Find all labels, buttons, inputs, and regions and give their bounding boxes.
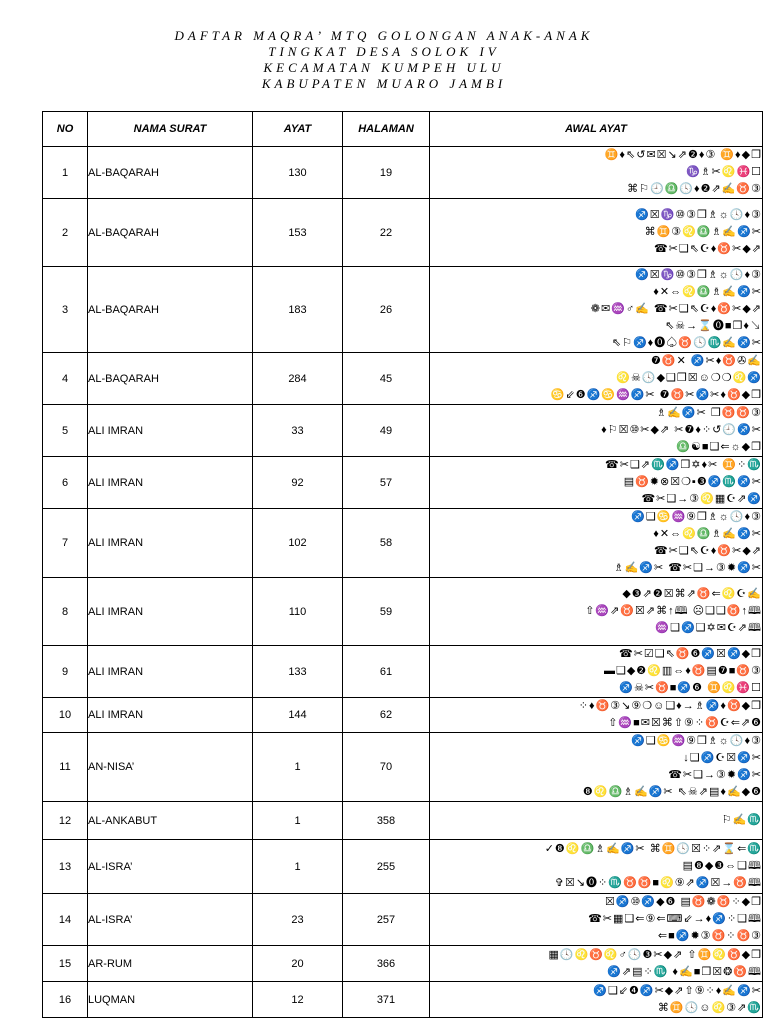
cell-halaman: 49 xyxy=(343,405,430,457)
awal-ayat-line: ☒♐⑩♐◆❻ ▤♉❁♉⁘◆❒ xyxy=(604,896,762,908)
awal-ayat-line: ⌘♊③♌♎♗✍♐✂ xyxy=(644,226,762,238)
cell-ayat: 33 xyxy=(253,405,343,457)
awal-ayat-line: ♐❑♋♒⑨❒♗☼🕓♦③ xyxy=(631,735,762,747)
cell-nama-surat: AR-RUM xyxy=(88,946,253,982)
cell-nama-surat: ALI IMRAN xyxy=(88,646,253,698)
awal-ayat-line: ⚐✍♏ xyxy=(721,814,762,826)
cell-halaman: 26 xyxy=(343,267,430,353)
cell-ayat: 133 xyxy=(253,646,343,698)
awal-ayat-line: ▤♉✹⊗☒❍▪❸♐♏♐✂ xyxy=(623,476,762,488)
cell-ayat: 183 xyxy=(253,267,343,353)
title-line-3: KECAMATAN KUMPEH ULU xyxy=(263,60,505,75)
cell-awal-ayat xyxy=(430,457,763,509)
cell-halaman: 371 xyxy=(343,982,430,1018)
awal-ayat-line: ♐❑♋♒⑨❒♗☼🕓♦③ xyxy=(631,511,762,523)
table-row xyxy=(43,802,763,840)
table-row xyxy=(43,353,763,405)
column-header-awal-ayat: AWAL AYAT xyxy=(430,112,763,147)
cell-halaman: 19 xyxy=(343,147,430,199)
cell-nama-surat: AN-NISA’ xyxy=(88,733,253,802)
cell-awal-ayat xyxy=(430,802,763,840)
awal-ayat-line: ♗✍♐✂ ☎✂❑→③✹♐✂ xyxy=(613,562,762,574)
cell-ayat: 102 xyxy=(253,509,343,578)
awal-ayat-line: ☎✂▦❑⇐⑨⇐⌨⇙→♦♐⁘❑🕮 xyxy=(588,913,762,925)
table-row xyxy=(43,698,763,733)
awal-ayat-line: ♎☯■❑⇐☼◆❒ xyxy=(676,441,762,453)
cell-halaman: 257 xyxy=(343,894,430,946)
awal-ayat-line: ⇖☠→⌛⓿■❒♦↘ xyxy=(665,320,762,332)
cell-no: 4 xyxy=(43,353,88,405)
table-body xyxy=(43,147,763,1018)
awal-ayat-line: ⇧♒⇗♉☒⇗⌘↑🕮 ☹❑❑♉↑🕮 xyxy=(585,605,762,617)
table-row xyxy=(43,405,763,457)
cell-ayat: 1 xyxy=(253,733,343,802)
cell-ayat: 153 xyxy=(253,199,343,267)
cell-nama-surat: ALI IMRAN xyxy=(88,698,253,733)
cell-ayat: 20 xyxy=(253,946,343,982)
cell-halaman: 59 xyxy=(343,578,430,646)
awal-ayat-line: ⌘♊🕓☺♌③⇗♏ xyxy=(657,1001,762,1014)
cell-halaman: 358 xyxy=(343,802,430,840)
awal-ayat-line: ♗✍♐✂ ❒♉♉③ xyxy=(656,407,762,419)
cell-no: 10 xyxy=(43,698,88,733)
cell-awal-ayat xyxy=(430,646,763,698)
awal-ayat-line: ♒❑♐❑✡✉☪⇗🕮 xyxy=(655,622,762,634)
table-row xyxy=(43,578,763,646)
table-row xyxy=(43,267,763,353)
cell-awal-ayat xyxy=(430,982,763,1018)
awal-ayat-line: ♐☒♑⑩③❒♗☼🕓♦③ xyxy=(635,269,762,281)
cell-ayat: 110 xyxy=(253,578,343,646)
awal-ayat-line: ⇖⚐♐♦⓿♤♉🕓♏✍♐✂ xyxy=(611,337,762,349)
column-header-nama-surat: NAMA SURAT xyxy=(88,112,253,147)
table-row xyxy=(43,147,763,199)
awal-ayat-line: ▤❽◆❸⇔❑🕮 xyxy=(682,860,762,872)
cell-awal-ayat xyxy=(430,698,763,733)
cell-ayat: 1 xyxy=(253,840,343,894)
awal-ayat-line: ♦✕⇔♌♎♗✍♐✂ xyxy=(653,286,762,298)
awal-ayat-line: ♑♗✂♌♓☐ xyxy=(685,166,762,178)
awal-ayat-line: ♊♦⇖↺✉☒↘⇗❷♦③ ♊♦◆❒ xyxy=(604,149,762,161)
awal-ayat-line: ♦✕⇔♌♎♗✍♐✂ xyxy=(653,528,762,540)
table-row xyxy=(43,199,763,267)
cell-awal-ayat xyxy=(430,147,763,199)
table-row xyxy=(43,982,763,1018)
awal-ayat-line: ♌☠🕓◆❑❒☒☺❍❍♌♐ xyxy=(616,372,762,384)
title-line-4: KABUPATEN MUARO JAMBI xyxy=(261,76,507,91)
cell-nama-surat: AL-BAQARAH xyxy=(88,147,253,199)
title-line-1: DAFTAR MAQRA’ MTQ GOLONGAN ANAK-ANAK xyxy=(174,28,594,43)
awal-ayat-line: ☎✂❑⇗♏♐❒✡♦✂ ♊⁘♏ xyxy=(605,459,762,471)
column-header-halaman: HALAMAN xyxy=(343,112,430,147)
cell-no: 9 xyxy=(43,646,88,698)
document-header xyxy=(0,28,768,92)
awal-ayat-line: ⇧♒■✉☒⌘⇧⑨⁘♉☪⇐⇗❻ xyxy=(608,717,762,729)
cell-halaman: 62 xyxy=(343,698,430,733)
cell-awal-ayat xyxy=(430,267,763,353)
title-line-2: TINGKAT DESA SOLOK IV xyxy=(268,44,500,59)
cell-nama-surat: AL-ISRA’ xyxy=(88,840,253,894)
cell-awal-ayat xyxy=(430,840,763,894)
cell-halaman: 45 xyxy=(343,353,430,405)
awal-ayat-line: ❽♌♎♗✍♐✂ ⇖☠⇗▤♦✍◆❻ xyxy=(582,786,762,798)
cell-awal-ayat xyxy=(430,199,763,267)
cell-no: 12 xyxy=(43,802,88,840)
cell-no: 13 xyxy=(43,840,88,894)
cell-ayat: 284 xyxy=(253,353,343,405)
awal-ayat-line: ▬❑◆❷♌▥⇔♦♉▤❼■♉③ xyxy=(603,665,762,677)
cell-no: 3 xyxy=(43,267,88,353)
cell-no: 5 xyxy=(43,405,88,457)
cell-nama-surat: ALI IMRAN xyxy=(88,509,253,578)
cell-nama-surat: AL-ISRA’ xyxy=(88,894,253,946)
cell-no: 15 xyxy=(43,946,88,982)
awal-ayat-line: ♋⇙❻♐♋♒♐✂ ❼♉✂♐✂♦♉◆❒ xyxy=(550,389,762,401)
awal-ayat-line: ♦⚐☒⑩✂◆⇗ ✂❼♦⁘↺🕘♐✂ xyxy=(601,424,762,436)
cell-no: 2 xyxy=(43,199,88,267)
cell-halaman: 366 xyxy=(343,946,430,982)
table-row xyxy=(43,509,763,578)
awal-ayat-line: ❁✉♒♂✍ ☎✂❑⇖☪♦♉✂◆⇗ xyxy=(590,303,762,315)
cell-nama-surat: AL-BAQARAH xyxy=(88,199,253,267)
maqra-table xyxy=(42,111,763,1018)
table-row xyxy=(43,733,763,802)
cell-ayat: 92 xyxy=(253,457,343,509)
awal-ayat-line: ❼♉✕ ♐✂♦♉✇✍ xyxy=(651,355,762,367)
awal-ayat-line: ☎✂❑→③♌▦☪⇗♐ xyxy=(641,493,762,505)
cell-halaman: 57 xyxy=(343,457,430,509)
cell-halaman: 255 xyxy=(343,840,430,894)
cell-ayat: 144 xyxy=(253,698,343,733)
cell-ayat: 23 xyxy=(253,894,343,946)
awal-ayat-line: ☎✂❑⇖☪♦♉✂◆⇗ xyxy=(653,243,762,255)
cell-nama-surat: AL-ANKABUT xyxy=(88,802,253,840)
column-header-no: NO xyxy=(43,112,88,147)
awal-ayat-line: ⇐■♐✹③♉⁘♉③ xyxy=(657,930,762,942)
cell-no: 8 xyxy=(43,578,88,646)
cell-awal-ayat xyxy=(430,894,763,946)
awal-ayat-line: ▦🕓♌♉♌♂🕓❸✂◆⇗ ⇧♊♌♉◆❒ xyxy=(548,948,762,961)
cell-no: 1 xyxy=(43,147,88,199)
cell-no: 7 xyxy=(43,509,88,578)
table-row xyxy=(43,457,763,509)
cell-nama-surat: LUQMAN xyxy=(88,982,253,1018)
table-row xyxy=(43,646,763,698)
awal-ayat-line: ⁘♦♉③↘⑨❍☺❑♦→♗♐♦♉◆❒ xyxy=(578,700,762,712)
awal-ayat-line: ◆❸⇗❷☒⌘⇗♉⇐♌☪✍ xyxy=(622,588,762,600)
awal-ayat-line: ☎✂❑⇖☪♦♉✂◆⇗ xyxy=(653,545,762,557)
cell-ayat: 130 xyxy=(253,147,343,199)
cell-awal-ayat xyxy=(430,509,763,578)
awal-ayat-line: ✓❽♌♎♗✍♐✂ ⌘♊🕓☒⁘⇗⌛⇐♏ xyxy=(544,843,762,855)
table-row xyxy=(43,946,763,982)
awal-ayat-line: ↓❑♐☪☒♐✂ xyxy=(683,752,762,764)
cell-awal-ayat xyxy=(430,353,763,405)
cell-nama-surat: AL-BAQARAH xyxy=(88,267,253,353)
column-header-ayat: AYAT xyxy=(253,112,343,147)
cell-awal-ayat xyxy=(430,946,763,982)
cell-nama-surat: ALI IMRAN xyxy=(88,578,253,646)
cell-awal-ayat xyxy=(430,578,763,646)
awal-ayat-line: ♐☒♑⑩③❒♗☼🕓♦③ xyxy=(635,209,762,221)
cell-ayat: 1 xyxy=(253,802,343,840)
table-row xyxy=(43,840,763,894)
cell-no: 6 xyxy=(43,457,88,509)
cell-halaman: 58 xyxy=(343,509,430,578)
cell-nama-surat: ALI IMRAN xyxy=(88,457,253,509)
cell-halaman: 70 xyxy=(343,733,430,802)
awal-ayat-line: ⌘⚐🕘♎🕓♦❷⇗✍♉③ xyxy=(627,183,762,195)
cell-halaman: 61 xyxy=(343,646,430,698)
cell-no: 11 xyxy=(43,733,88,802)
cell-no: 16 xyxy=(43,982,88,1018)
cell-ayat: 12 xyxy=(253,982,343,1018)
cell-awal-ayat xyxy=(430,405,763,457)
awal-ayat-line: ☎✂❑→③✹♐✂ xyxy=(668,769,762,781)
cell-no: 14 xyxy=(43,894,88,946)
awal-ayat-line: ✞☒↘⓿⁘♏♉♉■♌⑨⇗♐☒→♉🕮 xyxy=(554,877,762,889)
cell-awal-ayat xyxy=(430,733,763,802)
awal-ayat-line: ♐⇗▤⁘♏ ♦✍■❒☒❂♉🕮 xyxy=(607,965,762,978)
cell-halaman: 22 xyxy=(343,199,430,267)
table-row xyxy=(43,894,763,946)
awal-ayat-line: ♐☠✂♉■♐❻ ♊♌♓☐ xyxy=(619,682,762,694)
cell-nama-surat: AL-BAQARAH xyxy=(88,353,253,405)
awal-ayat-line: ♐❑⇙❹♐✂◆⇗⇧⑨⁘♦✍♐✂ xyxy=(593,984,762,997)
cell-nama-surat: ALI IMRAN xyxy=(88,405,253,457)
table-header-row xyxy=(43,112,763,147)
awal-ayat-line: ☎✂☑❑⇖♉❻♐☒♐◆❒ xyxy=(619,648,762,660)
